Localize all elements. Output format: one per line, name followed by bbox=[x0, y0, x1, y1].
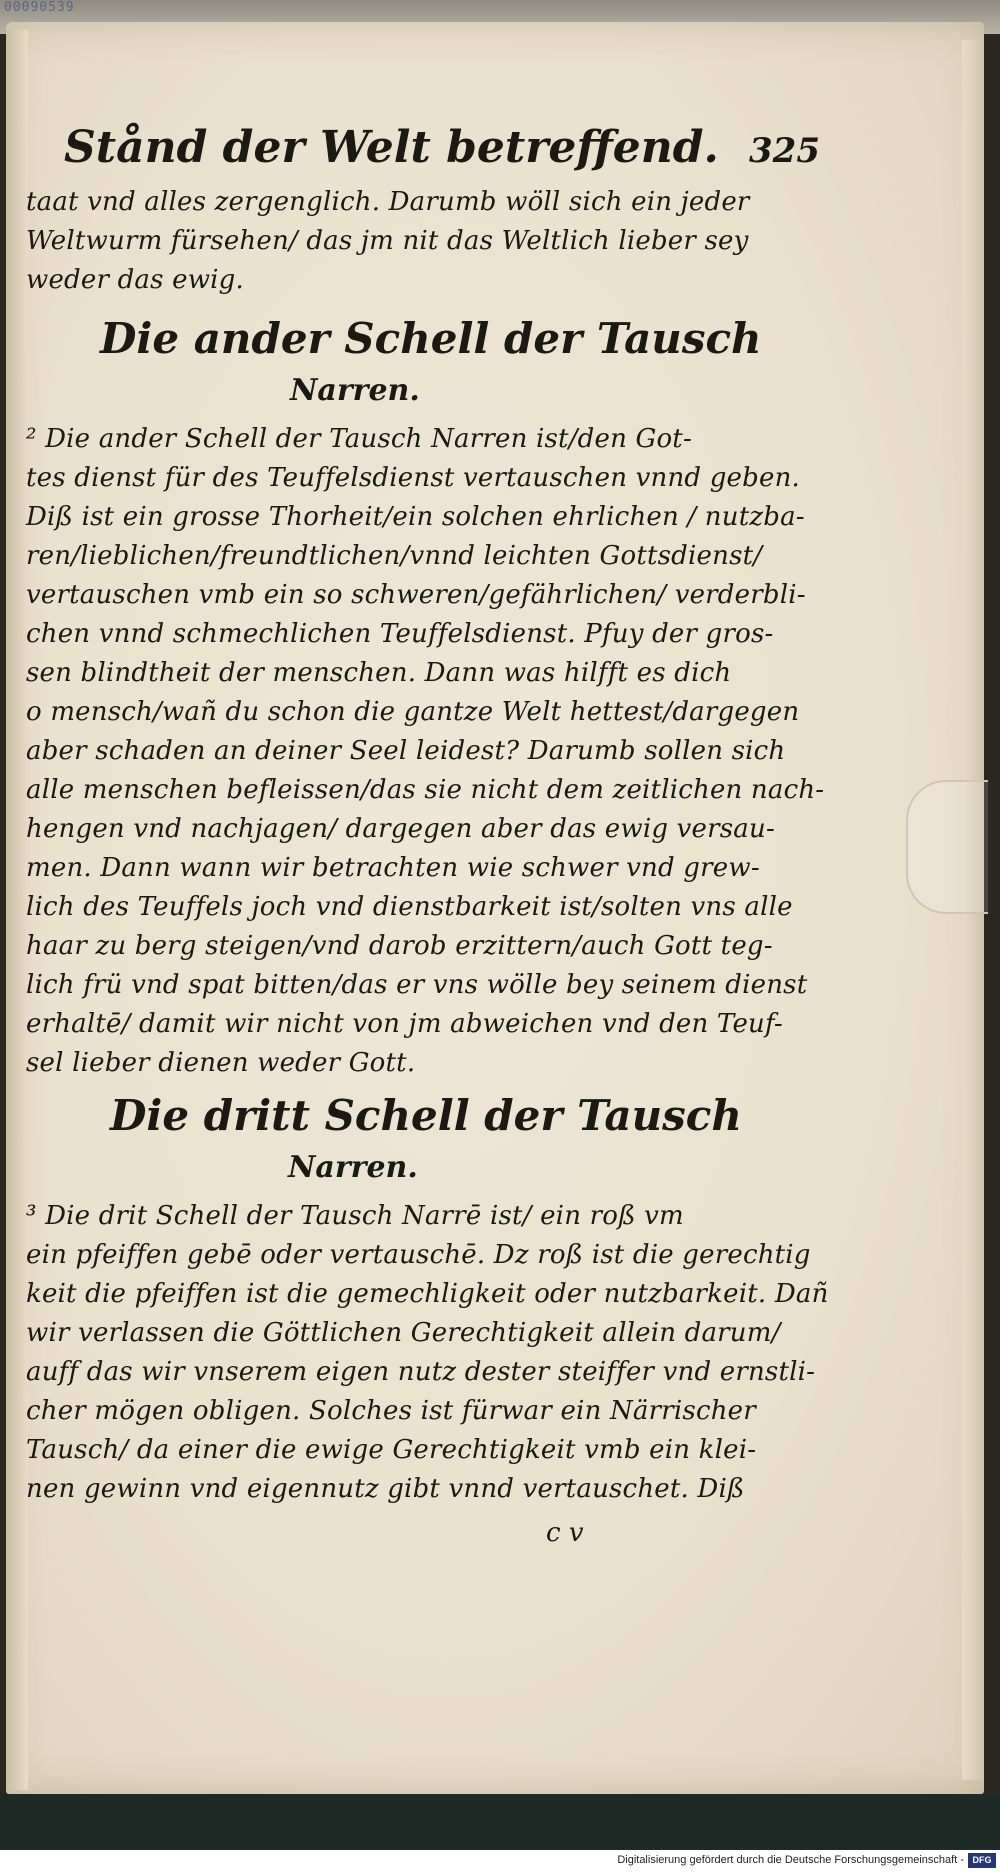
text-line: aber schaden an deiner Seel leidest? Darumb sollen sich bbox=[26, 736, 786, 766]
text-line: sel lieber dienen weder Gott. bbox=[26, 1048, 416, 1078]
text-line: auff das wir vnserem eigen nutz dester steiffer vnd ernstli- bbox=[26, 1357, 816, 1387]
funding-credit: Digitalisierung gefördert durch die Deutsche Forschungsgemeinschaft - bbox=[617, 1854, 964, 1866]
text-line: alle menschen befleissen/das sie nicht dem zeitlichen nach- bbox=[26, 775, 825, 805]
text-line: keit die pfeiffen ist die gemechligkeit oder nutzbarkeit. Dañ bbox=[26, 1279, 829, 1309]
text-line: wir verlassen die Göttlichen Gerechtigkeit allein darum/ bbox=[26, 1318, 781, 1348]
page-gutter-left bbox=[6, 30, 28, 1790]
text-line: erhaltē/ damit wir nicht von jm abweichen vnd den Teuf- bbox=[26, 1009, 783, 1039]
text-line: lich des Teuffels joch vnd dienstbarkeit ist/solten vns alle bbox=[26, 892, 793, 922]
text-line: tes dienst für des Teuffelsdienst vertauschen vnnd geben. bbox=[26, 463, 800, 493]
text-line: ein pfeiffen gebē oder vertauschē. Dz roß ist die gerechtig bbox=[26, 1240, 811, 1270]
page-text-block bbox=[26, 118, 829, 1553]
text-line: chen vnnd schmechlichen Teuffelsdienst. Pfuy der gros- bbox=[26, 619, 774, 649]
text-line: cher mögen obligen. Solches ist fürwar ein Närrischer bbox=[26, 1396, 756, 1426]
text-line: nen gewinn vnd eigennutz gibt vnnd vertauschet. Diß bbox=[26, 1474, 745, 1504]
text-line: sen blindtheit der menschen. Dann was hilfft es dich bbox=[26, 658, 732, 688]
text-line: weder das ewig. bbox=[26, 265, 244, 295]
text-line: lich frü vnd spat bitten/das er vns wölle bey seinem dienst bbox=[26, 970, 808, 1000]
text-line: haar zu berg steigen/vnd darob erzittern/auch Gott teg- bbox=[26, 931, 773, 961]
text-line: vertauschen vmb ein so schweren/gefährlichen/ verderbli- bbox=[26, 580, 806, 610]
catchword-signature: c v bbox=[546, 1518, 584, 1548]
scan-image-id: 00090539 bbox=[4, 0, 75, 15]
text-line: men. Dann wann wir betrachten wie schwer vnd grew- bbox=[26, 853, 760, 883]
page-number: 325 bbox=[749, 131, 820, 171]
section-heading: Die dritt Schell der Tausch bbox=[110, 1091, 742, 1140]
section-heading: Die ander Schell der Tausch bbox=[100, 314, 762, 363]
scan-bottom-background bbox=[0, 1794, 1000, 1850]
running-header bbox=[64, 118, 820, 181]
header-title: Stånd der Welt betreffend. bbox=[64, 122, 719, 173]
section-subheading: Narren. bbox=[290, 373, 420, 408]
text-line: Weltwurm fürsehen/ das jm nit das Weltlich lieber sey bbox=[26, 226, 749, 256]
text-line: hengen vnd nachjagen/ dargegen aber das ewig versau- bbox=[26, 814, 775, 844]
text-line: Diß ist ein grosse Thorheit/ein solchen ehrlichen / nutzba- bbox=[26, 502, 805, 532]
text-line: ² Die ander Schell der Tausch Narren ist/den Got- bbox=[26, 424, 692, 454]
section-subheading: Narren. bbox=[288, 1150, 418, 1185]
dfg-logo: DFG bbox=[968, 1853, 996, 1868]
text-line: ren/lieblichen/freundtlichen/vnnd leichten Gottsdienst/ bbox=[26, 541, 763, 571]
text-line: ³ Die drit Schell der Tausch Narrē ist/ ein roß vm bbox=[26, 1201, 684, 1231]
text-line: taat vnd alles zergenglich. Darumb wöll sich ein jeder bbox=[26, 187, 750, 217]
text-line: o mensch/wañ du schon die gantze Welt hettest/dargegen bbox=[26, 697, 800, 727]
page-tab-marker bbox=[906, 780, 988, 914]
text-line: Tausch/ da einer die ewige Gerechtigkeit vmb ein klei- bbox=[26, 1435, 757, 1465]
